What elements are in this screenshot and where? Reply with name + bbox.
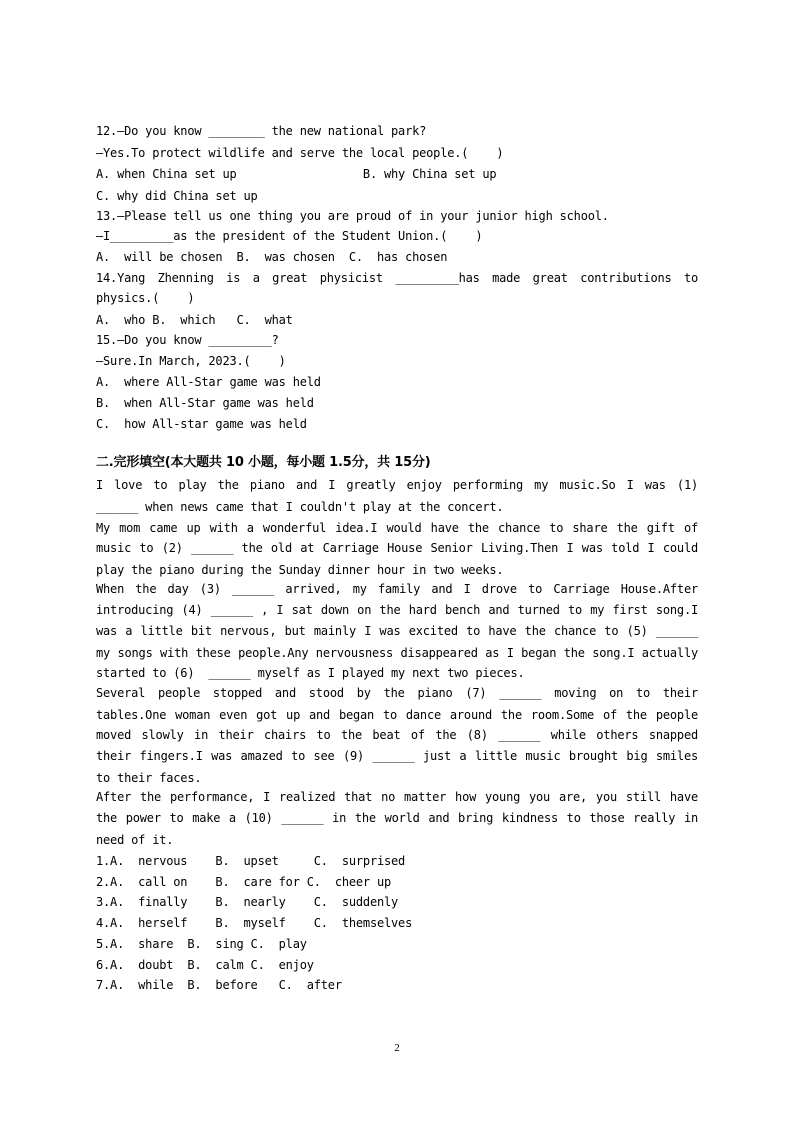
passage-line: Several people stopped and stood by the piano (7) ______ moving on to their bbox=[96, 686, 698, 700]
passage-line: When the day (3) ______ arrived, my family and I drove to Carriage House.After bbox=[96, 582, 698, 596]
q14-stem-cont: physics.( ) bbox=[96, 291, 195, 305]
q13-options: A. will be chosen B. was chosen C. has chosen bbox=[96, 250, 448, 264]
passage-line: tables.One woman even got up and began to dance around the room.Some of the people bbox=[96, 708, 698, 722]
section-heading: 二.完形填空(本大题共 10 小题，每小题 1.5分，共 15分) bbox=[96, 455, 431, 470]
q14-stem: 14.Yang Zhenning is a great physicist _________has made great contributions to bbox=[96, 271, 698, 285]
q13-answer-line: —I_________as the president of the Student Union.( ) bbox=[96, 229, 483, 243]
q12-options-ab: A. when China set up B. why China set up bbox=[96, 167, 497, 181]
passage-line: After the performance, I realized that no matter how young you are, you still have bbox=[96, 790, 698, 804]
passage-line: play the piano during the Sunday dinner hour in two weeks. bbox=[96, 563, 504, 577]
cloze-option-5: 5.A. share B. sing C. play bbox=[96, 937, 307, 951]
q15-answer-line: —Sure.In March, 2023.( ) bbox=[96, 354, 286, 368]
q15-option-b: B. when All-Star game was held bbox=[96, 396, 314, 410]
q15-option-c: C. how All-star game was held bbox=[96, 417, 307, 431]
cloze-option-2: 2.A. call on B. care for C. cheer up bbox=[96, 875, 392, 889]
passage-line: need of it. bbox=[96, 833, 174, 847]
passage-line: their fingers.I was amazed to see (9) ______ just a little music brought big smiles bbox=[96, 749, 698, 763]
passage-line: introducing (4) ______ , I sat down on the hard bench and turned to my first song.I bbox=[96, 603, 698, 617]
cloze-option-3: 3.A. finally B. nearly C. suddenly bbox=[96, 895, 399, 909]
passage-line: moved slowly in their chairs to the beat of the (8) ______ while others snapped bbox=[96, 728, 698, 742]
q15-option-a: A. where All-Star game was held bbox=[96, 375, 321, 389]
passage-line: ______ when news came that I couldn't play at the concert. bbox=[96, 500, 504, 514]
passage-line: the power to make a (10) ______ in the world and bring kindness to those really in bbox=[96, 811, 698, 825]
q14-options: A. who B. which C. what bbox=[96, 313, 293, 327]
page-number: 2 bbox=[394, 1042, 400, 1054]
q13-stem: 13.—Please tell us one thing you are proud of in your junior high school. bbox=[96, 209, 609, 223]
passage-line: my songs with these people.Any nervousness disappeared as I began the song.I actually bbox=[96, 646, 698, 660]
passage-line: to their faces. bbox=[96, 771, 202, 785]
cloze-option-7: 7.A. while B. before C. after bbox=[96, 978, 342, 992]
cloze-option-1: 1.A. nervous B. upset C. surprised bbox=[96, 854, 406, 868]
q12-option-c: C. why did China set up bbox=[96, 189, 258, 203]
q12-answer-line: —Yes.To protect wildlife and serve the local people.( ) bbox=[96, 146, 504, 160]
passage-line: was a little bit nervous, but mainly I was excited to have the chance to (5) ______ bbox=[96, 624, 698, 638]
passage-line: music to (2) ______ the old at Carriage House Senior Living.Then I was told I could bbox=[96, 541, 698, 555]
passage-line: I love to play the piano and I greatly enjoy performing my music.So I was (1) bbox=[96, 478, 698, 492]
q15-stem: 15.—Do you know _________? bbox=[96, 333, 279, 347]
passage-line: My mom came up with a wonderful idea.I would have the chance to share the gift of bbox=[96, 521, 698, 535]
cloze-option-6: 6.A. doubt B. calm C. enjoy bbox=[96, 958, 314, 972]
q12-stem: 12.—Do you know ________ the new national park? bbox=[96, 124, 427, 138]
cloze-option-4: 4.A. herself B. myself C. themselves bbox=[96, 916, 413, 930]
passage-line: started to (6) ______ myself as I played my next two pieces. bbox=[96, 666, 525, 680]
